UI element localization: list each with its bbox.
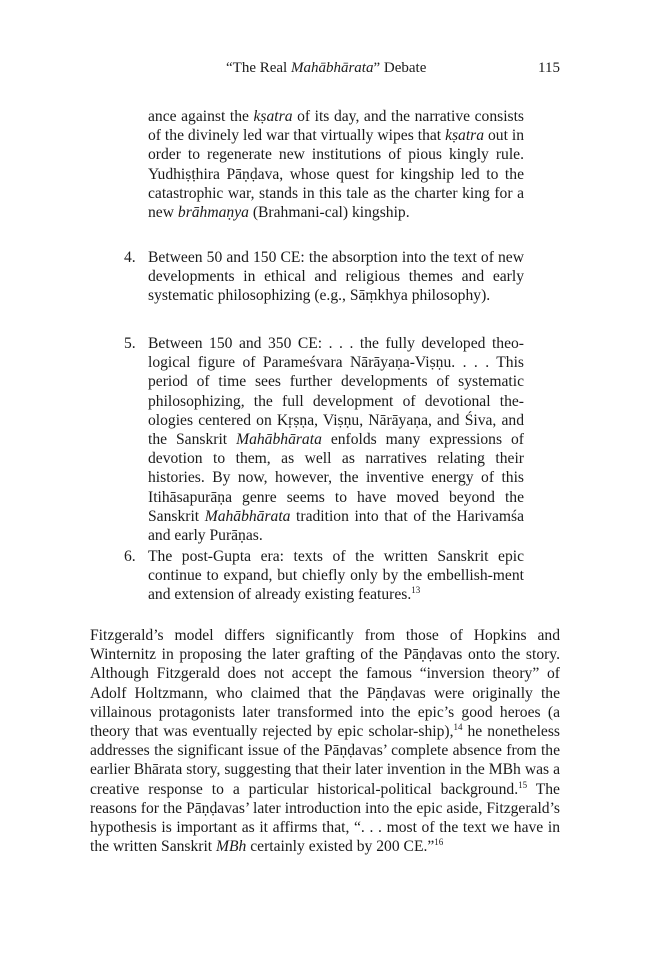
text-run: The post-Gupta era: texts of the written Sanskrit epic continue to expand, but chiefly only by the embellish-ment and extension of already existing features. bbox=[148, 548, 524, 604]
text-run: Between 150 and 350 CE: . . . the fully developed theo-logical figure of Parameśvara Nārāyaṇa-Viṣṇu. . . . This period of time sees further developments of systematic philosophizing, the full development of devotional the-ologies centered on Kṛṣṇa, Viṣṇu, Nārāyaṇa, and Śiva, and the Sanskrit bbox=[148, 335, 524, 449]
list-number: 4. bbox=[124, 249, 136, 266]
text-run: tradition into that of the Harivamśa and early Purāṇas. bbox=[148, 507, 525, 545]
italic-term: MBh bbox=[216, 838, 247, 856]
list-item bbox=[124, 248, 524, 306]
footnote-ref: 16 bbox=[434, 837, 444, 848]
list-item-text bbox=[148, 547, 524, 605]
footnote-ref: 14 bbox=[453, 722, 463, 733]
list-number: 6. bbox=[124, 548, 136, 565]
list-number: 5. bbox=[124, 335, 136, 352]
body-paragraph bbox=[90, 626, 560, 856]
text-run: Fitzgerald’s model differs significantly from those of Hopkins and Winternitz in proposing the later grafting of the Pāṇḍavas onto the story. Although Fitzgerald does not accept the famous “inversion theory” of Adolf Holtzmann, who claimed that the Pāṇḍavas were originally the villainous protagonists later transformed into the epic’s good heroes (a theory that was eventually rejected by epic scholar-ship), bbox=[90, 627, 560, 741]
list-item-text: Between 50 and 150 CE: the absorption into the text of new developments in ethical and religious themes and early systematic philosophizing (e.g., Sāṃkhya philosophy). bbox=[148, 249, 524, 305]
footnote-ref: 15 bbox=[518, 779, 528, 790]
text-run: enfolds many expressions of devotion to them, as well as narratives relating their histories. By now, however, the inventive energy of this Itihāsapurāṇa genre seems to have moved beyond the Sanskrit bbox=[148, 431, 524, 525]
running-title bbox=[226, 60, 426, 77]
italic-term: kṣatra bbox=[253, 108, 293, 125]
italic-term: brāhmaṇya bbox=[177, 204, 249, 222]
text-run: ance against the bbox=[148, 108, 254, 125]
italic-term: Mahābhārata bbox=[204, 507, 291, 525]
text-run: out in order to regenerate new institutions of pious kingly rule. Yudhiṣṭhira Pāṇḍava, whose quest for kingship led to the catastrophic war, stands in this tale as the charter king for a new bbox=[148, 127, 524, 222]
text-run: The reasons for the Pāṇḍavas’ later introduction into the epic aside, Fitzgerald’s hypothesis is important as it affirms that, “. . . most of the text we have in the written Sanskrit bbox=[90, 780, 560, 856]
footnote-ref: 13 bbox=[411, 585, 421, 596]
list-item bbox=[124, 547, 524, 605]
list-item bbox=[124, 334, 524, 545]
text-run: (Brahmani-cal) kingship. bbox=[248, 204, 410, 222]
italic-term: kṣatra bbox=[445, 127, 485, 145]
list-item-text bbox=[148, 334, 524, 545]
italic-term: Mahābhārata bbox=[236, 431, 322, 449]
running-title-open: “The Real bbox=[226, 60, 291, 76]
continuation-paragraph bbox=[148, 107, 524, 222]
text-run: he nonetheless addresses the significant issue of the Pāṇḍavas’ complete absence from the earlier Bhārata story, suggesting that their later invention in the MBh was a creative response to a particular historical-political background. bbox=[90, 723, 560, 798]
running-title-italic: Mahābhārata bbox=[290, 60, 374, 76]
running-title-close: ” Debate bbox=[373, 60, 427, 76]
text-run: of its day, and the narrative consists of the divinely led war that virtually wipes that bbox=[148, 108, 524, 145]
running-head bbox=[0, 60, 650, 82]
page-number: 115 bbox=[538, 60, 560, 76]
text-run: certainly existed by 200 CE.” bbox=[246, 838, 435, 856]
